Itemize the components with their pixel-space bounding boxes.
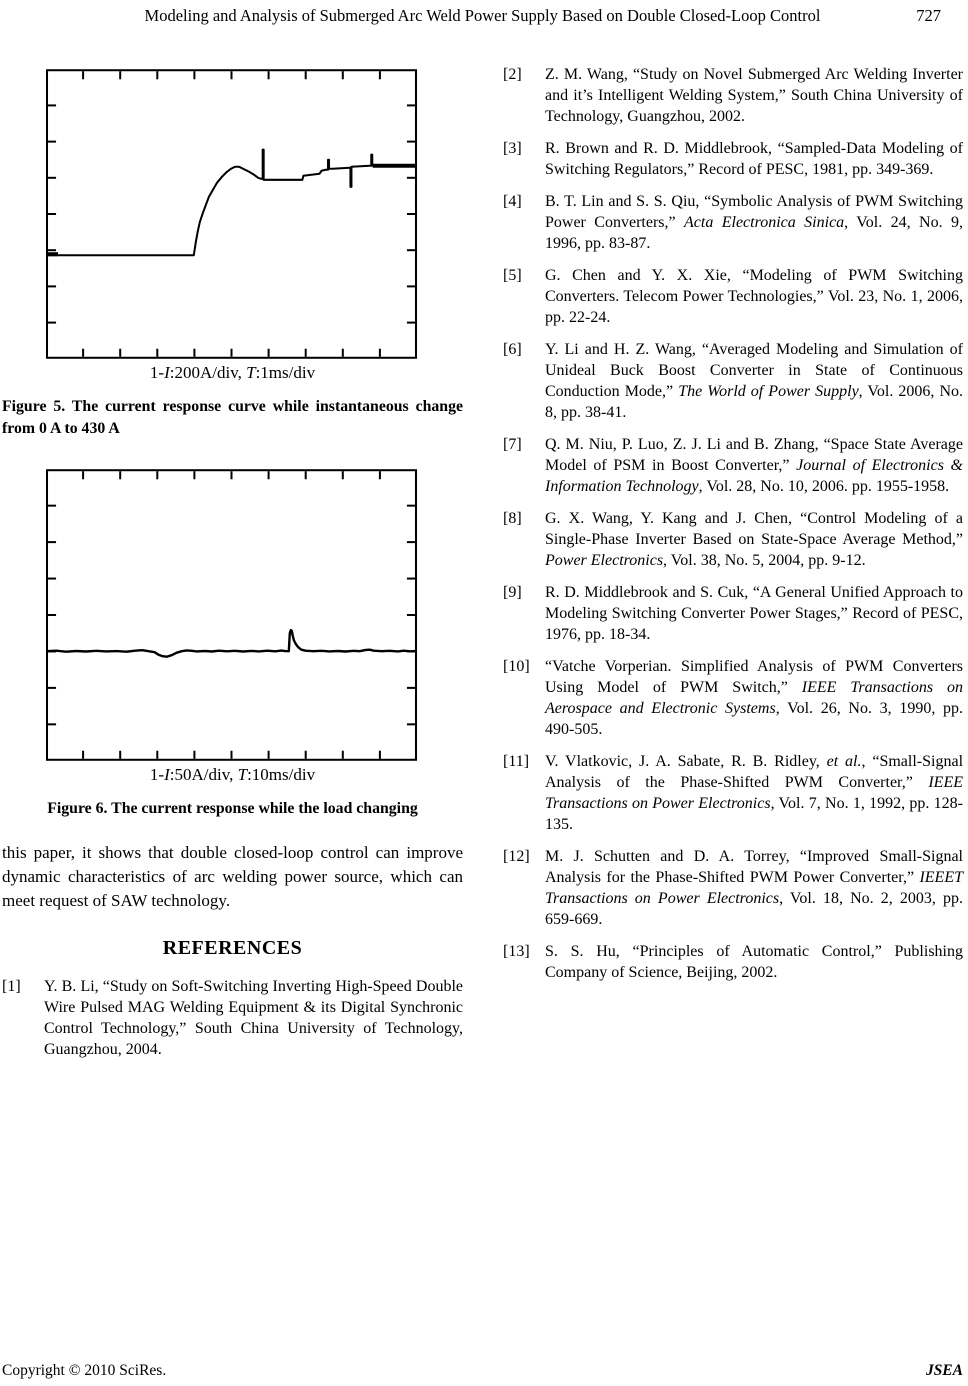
reference-item (503, 64, 963, 127)
reference-item (503, 339, 963, 423)
reference-number: [1] (2, 978, 21, 995)
reference-item (503, 751, 963, 835)
figure-5-oscillogram (46, 69, 417, 359)
grid-ticks (48, 71, 415, 357)
figure-6-axis-label: 1-I:50A/div, T:10ms/div (149, 765, 316, 784)
reference-text: R. D. Middlebrook and S. Cuk, “A General Unified Approach to Modeling Switching Converter Power Stages,” Record of PESC, 1976, pp. 18-34. (545, 584, 963, 643)
reference-number: [3] (503, 140, 522, 157)
reference-number: [8] (503, 510, 522, 527)
reference-item (503, 846, 963, 930)
reference-text: M. J. Schutten and D. A. Torrey, “Improved Small-Signal Analysis for the Phase-Shifted PWM Power Converter,” IEEET Transactions on Power Electronics, Vol. 18, No. 2, 2003, pp. 659-669. (545, 848, 964, 928)
references-heading: REFERENCES (162, 937, 303, 959)
reference-text: “Vatche Vorperian. Simplified Analysis of PWM Converters Using Model of PWM Switch,” IEEE Transactions on Aerospace and Electronic Systems, Vol. 26, No. 3, 1990, pp. 490-505. (545, 658, 964, 738)
figure-6 (2, 469, 463, 820)
figure-5-axis-label: 1-I:200A/div, T:1ms/div (149, 363, 316, 382)
current-trace (46, 630, 417, 657)
reference-text: G. Chen and Y. X. Xie, “Modeling of PWM Switching Converters. Telecom Power Technologies,” Vol. 23, No. 1, 2006, pp. 22-24. (545, 267, 963, 326)
reference-number: [2] (503, 66, 522, 83)
reference-item (503, 582, 963, 645)
reference-number: [9] (503, 584, 522, 601)
reference-number: [7] (503, 436, 522, 453)
reference-text: Z. M. Wang, “Study on Novel Submerged Arc Welding Inverter and it’s Intelligent Welding System,” South China University of Technology, Guangzhou, 2002. (545, 66, 963, 125)
references-list-left (2, 976, 463, 1060)
reference-item (503, 191, 963, 254)
page-header (2, 6, 963, 32)
reference-text: R. Brown and R. D. Middlebrook, “Sampled-Data Modeling of Switching Regulators,” Record of PESC, 1981, pp. 349-369. (545, 140, 963, 178)
left-column (2, 62, 463, 1071)
reference-number: [5] (503, 267, 522, 284)
reference-text: Y. B. Li, “Study on Soft-Switching Inverting High-Speed Double Wire Pulsed MAG Welding Equipment & its Digital Synchronic Control Technology,” South China University of Technology, Guangzhou, 2004. (44, 978, 463, 1058)
figure-6-plot (46, 469, 417, 761)
running-title: Modeling and Analysis of Submerged Arc Weld Power Supply Based on Double Closed-Loop Control (144, 6, 821, 25)
reference-text: Q. M. Niu, P. Luo, Z. J. Li and B. Zhang, “Space State Average Model of PSM in Boost Converter,” Journal of Electronics & Information Technology, Vol. 28, No. 10, 2006. pp. 1955-1958. (545, 436, 963, 495)
page-footer (2, 1362, 963, 1380)
reference-text: V. Vlatkovic, J. A. Sabate, R. B. Ridley, et al., “Small-Signal Analysis of the Phase-Shifted PWM Converter,” IEEE Transactions on Power Electronics, Vol. 7, No. 1, 1992, pp. 128-135. (545, 753, 964, 833)
figure-5 (2, 69, 463, 440)
current-trace (46, 150, 417, 256)
reference-text: G. X. Wang, Y. Kang and J. Chen, “Control Modeling of a Single-Phase Inverter Based on State-Space Average Method,” Power Electronics, Vol. 38, No. 5, 2004, pp. 9-12. (545, 510, 963, 569)
reference-number: [4] (503, 193, 522, 210)
reference-item (503, 508, 963, 571)
reference-item (503, 265, 963, 328)
reference-text: B. T. Lin and S. S. Qiu, “Symbolic Analysis of PWM Switching Power Converters,” Acta Electronica Sinica, Vol. 24, No. 9, 1996, pp. 83-87. (545, 193, 963, 252)
reference-text: Y. Li and H. Z. Wang, “Averaged Modeling and Simulation of Unideal Buck Boost Converter in State of Continuous Conduction Mode,” The World of Power Supply, Vol. 2006, No. 8, pp. 38-41. (545, 341, 964, 421)
two-column-layout (2, 62, 963, 1071)
reference-item (2, 976, 463, 1060)
reference-number: [11] (503, 753, 530, 770)
journal-abbrev: JSEA (925, 1362, 963, 1379)
reference-item (503, 656, 963, 740)
reference-text: S. S. Hu, “Principles of Automatic Control,” Publishing Company of Science, Beijing, 2002. (545, 943, 963, 981)
figure-6-caption: Figure 6. The current response while the load changing (47, 800, 418, 817)
figure-5-caption: Figure 5. The current response curve while instantaneous change from 0 A to 430 A (2, 398, 463, 437)
reference-number: [13] (503, 943, 530, 960)
page-number: 727 (916, 6, 941, 25)
reference-item (503, 434, 963, 497)
reference-item (503, 138, 963, 180)
references-list-right (503, 64, 963, 983)
figure-5-plot (46, 69, 417, 359)
figure-6-oscillogram (46, 469, 417, 761)
copyright-text: Copyright © 2010 SciRes. (2, 1362, 167, 1379)
reference-number: [6] (503, 341, 522, 358)
grid-ticks (48, 471, 415, 759)
body-paragraph: this paper, it shows that double closed-loop control can improve dynamic characteristics of arc welding power source, which can meet request of SAW technology. (2, 843, 463, 910)
reference-number: [12] (503, 848, 530, 865)
reference-item (503, 941, 963, 983)
reference-number: [10] (503, 658, 530, 675)
right-column (503, 62, 963, 1071)
